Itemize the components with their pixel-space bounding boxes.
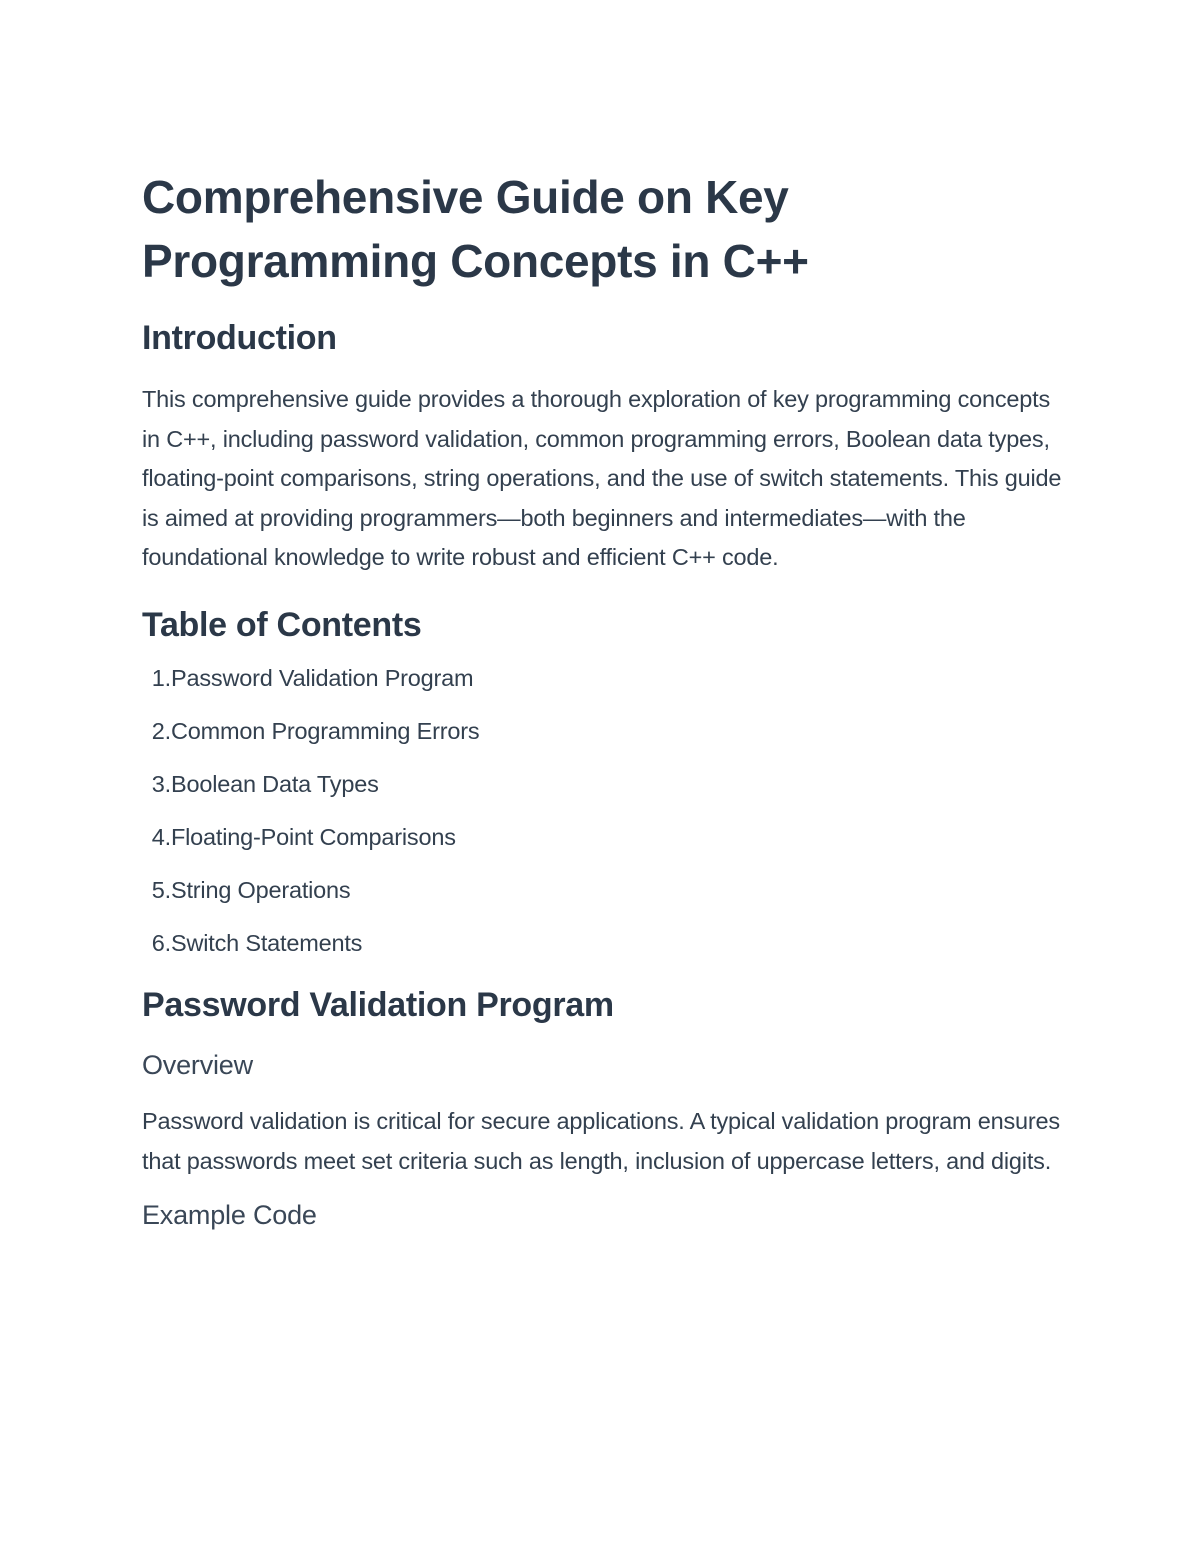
toc-item-label: Floating-Point Comparisons: [171, 823, 456, 850]
toc-item-number: 6.: [151, 929, 171, 956]
introduction-heading: Introduction: [142, 319, 337, 357]
page-title: Comprehensive Guide on Key Programming Concepts in C++: [142, 171, 809, 287]
example-code-subheading: Example Code: [142, 1200, 317, 1231]
toc-heading: Table of Contents: [142, 605, 422, 644]
toc-item-number: 5.: [151, 876, 171, 903]
toc-item: [142, 824, 1062, 850]
toc-item-label: Switch Statements: [171, 929, 363, 956]
toc-item-label: Boolean Data Types: [171, 770, 379, 797]
toc-item: [142, 718, 1062, 744]
toc-item: [142, 930, 1062, 956]
toc-item-number: 4.: [151, 823, 171, 850]
toc-item-number: 1.: [151, 664, 171, 691]
overview-paragraph: Password validation is critical for secure applications. A typical validation program ensures that passwords meet set criteria such as length, inclusion of uppercase letters, and digits.: [142, 1107, 1060, 1174]
table-of-contents: [142, 665, 1062, 956]
toc-item: [142, 771, 1062, 797]
toc-item: [142, 877, 1062, 903]
toc-item-number: 3.: [151, 770, 171, 797]
toc-item: [142, 665, 1062, 691]
introduction-paragraph: This comprehensive guide provides a thorough exploration of key programming concepts in C++, including password validation, common programming errors, Boolean data types, floating-point comparisons, string operations, and the use of switch statements. This guide is aimed at providing programmers—both beginners and intermediates—with the foundational knowledge to write robust and efficient C++ code.: [142, 386, 1062, 571]
toc-item-label: Password Validation Program: [171, 664, 474, 691]
toc-item-label: String Operations: [171, 876, 351, 903]
password-section-heading: Password Validation Program: [142, 985, 614, 1024]
toc-item-number: 2.: [151, 717, 171, 744]
toc-item-label: Common Programming Errors: [171, 717, 480, 744]
document-content: [142, 165, 1062, 1233]
overview-subheading: Overview: [142, 1049, 253, 1080]
